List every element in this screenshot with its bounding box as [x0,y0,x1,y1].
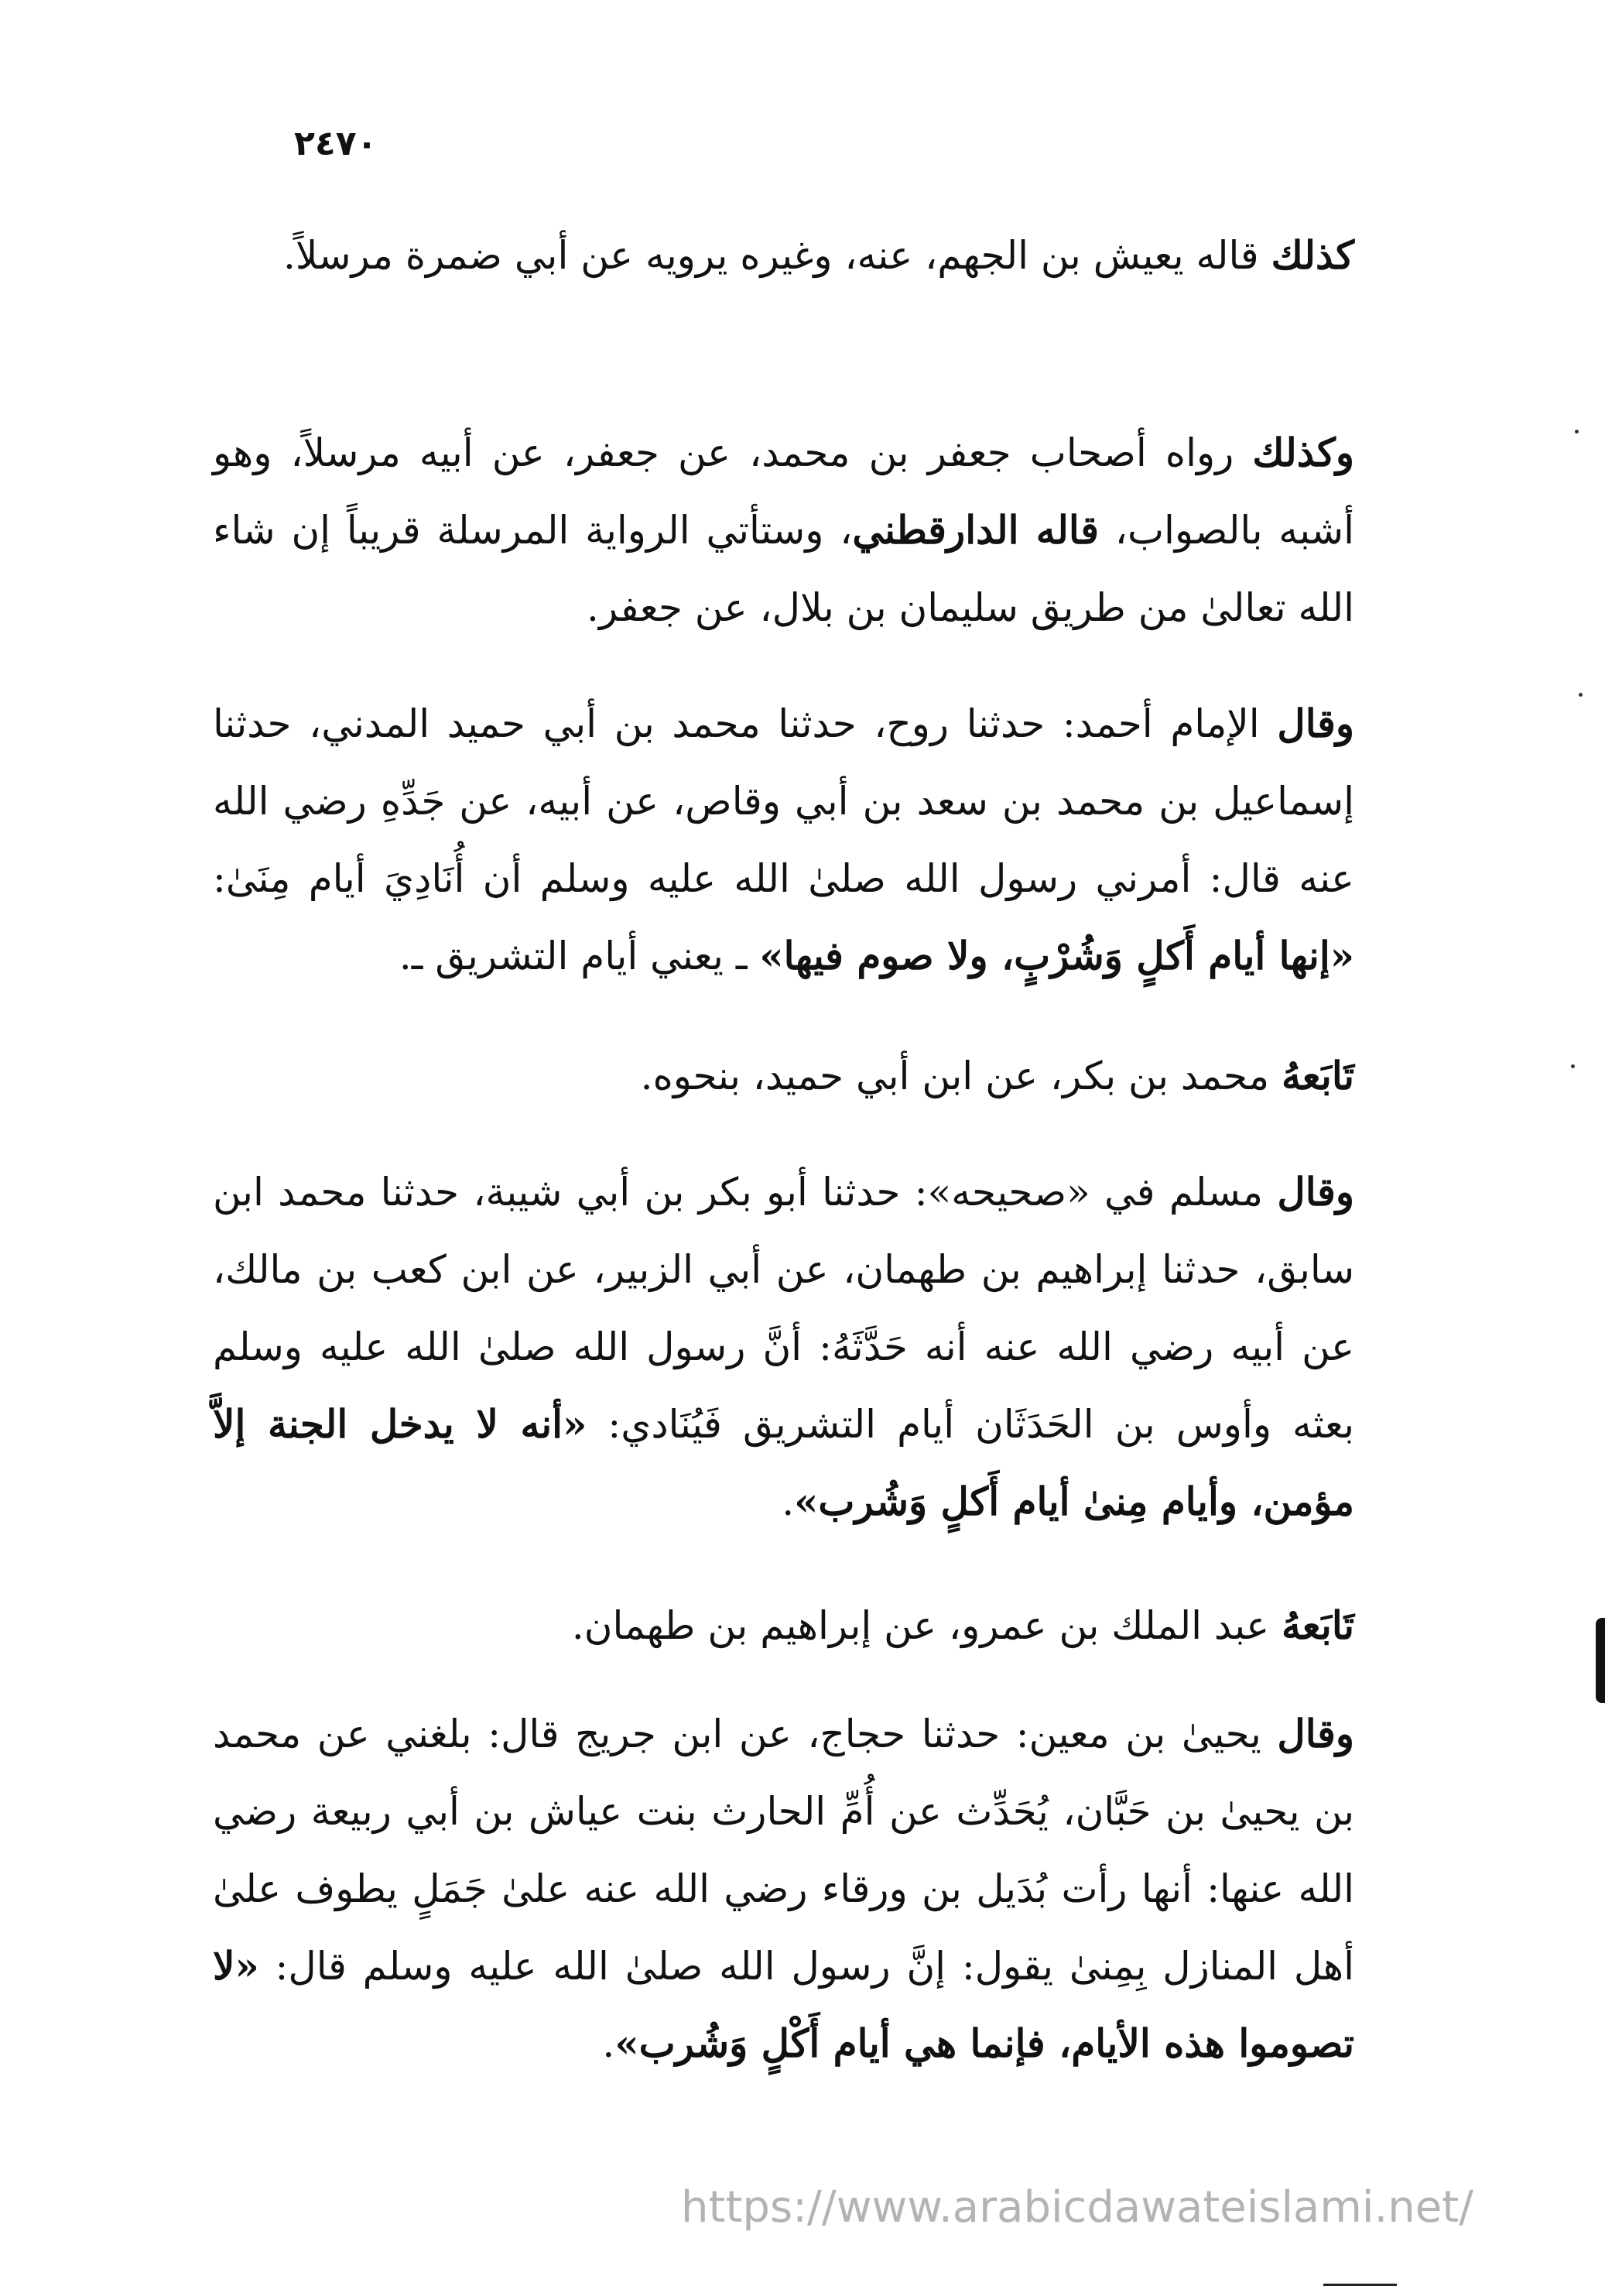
paragraph-lead: تَابَعهُ [1282,1053,1354,1098]
paragraph-4 [213,1037,1354,1115]
scan-speck [1575,430,1579,433]
paragraph-text: مسلم في «صحيحه»: حدثنا أبو بكر بن أبي شيبة، حدثنا محمد ابن سابق، حدثنا إبراهيم بن طهمان، عن أبي الزبير، عن ابن كعب بن مالك، عن أبيه رضي الله عنه أنه حَدَّثَهُ: أنَّ رسول الله صلىٰ الله عليه وسلم بعثه وأوس بن الحَدَثَان أيام التشريق فَيُنَادي: [213,1170,1354,1447]
footer-rule [1323,2284,1397,2286]
paragraph-highlight: «لا تصوموا هذه الأيام، فإنما هي أيام أَكْلٍ وَشُرب» [213,1943,1354,2066]
paragraph-text: رواه أصحاب جعفر بن محمد، عن جعفر، عن أبيه مرسلاً، وهو أشبه بالصواب، [213,430,1354,553]
paragraph-text: قاله يعيش بن الجهم، عنه، وغيره يرويه عن أبي ضمرة مرسلاً. [282,233,1271,278]
paragraph-text-end: ـ يعني أيام التشريق ـ. [399,934,760,978]
watermark-url: https://www.arabicdawateislami.net/ [681,2182,1474,2233]
paragraph-2 [213,414,1354,646]
paragraph-lead: وقال [1277,1711,1354,1756]
page-number: ٢٤٧٠ [294,124,378,163]
scan-speck [1571,1064,1575,1068]
paragraph-lead: كذلك [1271,232,1354,278]
paragraph-text: الإمام أحمد: حدثنا روح، حدثنا محمد بن أبي حميد المدني، حدثنا إسماعيل بن محمد بن سعد بن أبي وقاص، عن أبيه، عن جَدِّهِ رضي الله عنه قال: أمرني رسول الله صلىٰ الله عليه وسلم أن أُنَادِيَ أيام مِنَىٰ: [213,701,1354,901]
paragraph-highlight: قاله الدارقطني [852,507,1099,553]
scan-speck [1579,693,1583,697]
paragraph-lead: وكذلك [1252,430,1354,475]
paragraph-text: محمد بن بكر، عن ابن أبي حميد، بنحوه. [640,1054,1282,1098]
paragraph-5 [213,1153,1354,1540]
paragraph-text-end: ، وستأتي الرواية المرسلة قريباً إن شاء الله تعالىٰ من طريق سليمان بن بلال، عن جعفر. [213,508,1354,630]
paragraph-highlight: «أنه لا يدخل الجنة إلاَّ مؤمن، وأيام مِنىٰ أيام أَكلٍ وَشُرب» [213,1401,1354,1524]
scan-edge-mark [1596,1618,1605,1703]
paragraph-text-end: . [782,1479,795,1524]
paragraph-lead: وقال [1277,701,1354,746]
paragraph-text: يحيىٰ بن معين: حدثنا حجاج، عن ابن جريج قال: بلغني عن محمد بن يحيىٰ بن حَبَّان، يُحَدِّث عن أُمِّ الحارث بنت عياش بن أبي ربيعة رضي الله عنها: أنها رأت بُدَيل بن ورقاء رضي الله عنه علىٰ جَمَلٍ يطوف علىٰ أهل المنازل بِمِنىٰ يقول: إنَّ رسول الله صلىٰ الله عليه وسلم قال: [213,1712,1354,1989]
paragraph-7 [213,1695,1354,2082]
paragraph-text-end: . [602,2021,615,2066]
paragraph-lead: وقال [1277,1169,1354,1215]
paragraph-1 [213,217,1354,294]
paragraph-highlight: «إنها أيام أَكلٍ وَشُرْبٍ، ولا صوم فيها» [759,933,1354,978]
paragraph-3 [213,685,1354,995]
paragraph-text: عبد الملك بن عمرو، عن إبراهيم بن طهمان. [571,1603,1282,1648]
paragraph-6 [213,1587,1354,1664]
paragraph-lead: تَابَعهُ [1282,1602,1354,1648]
